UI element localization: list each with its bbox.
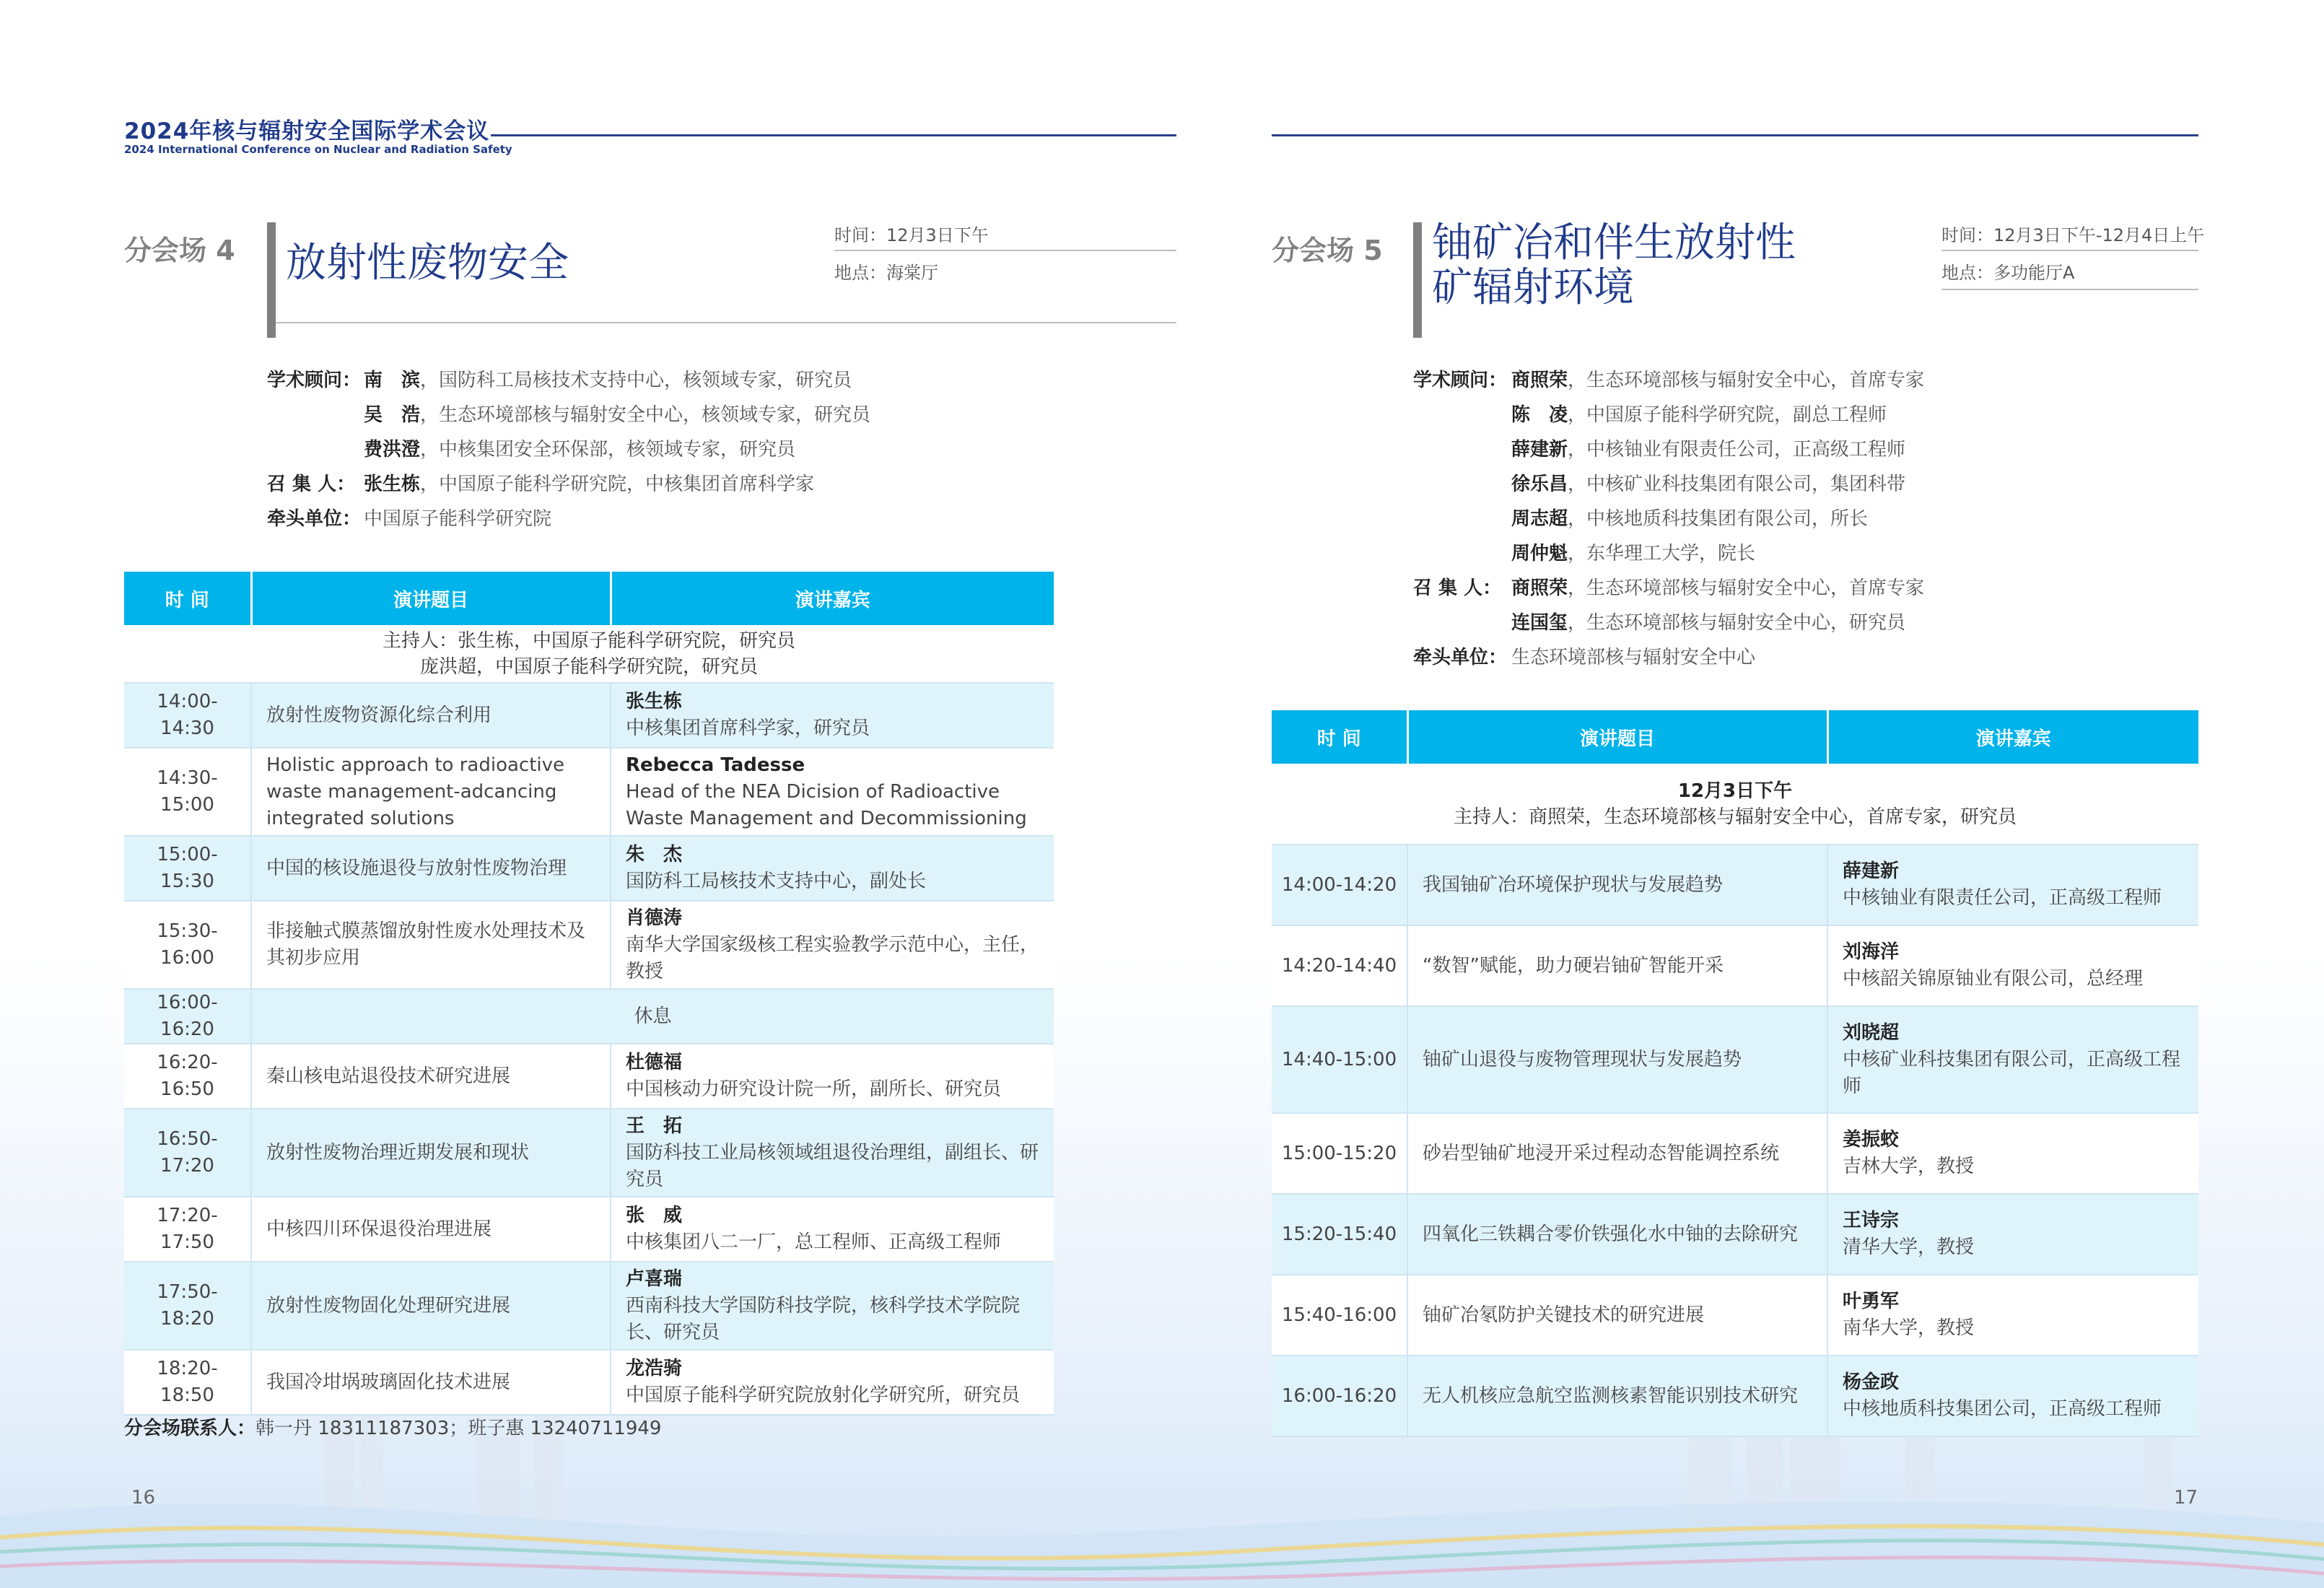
speaker-name: 肖德涛 — [626, 907, 683, 929]
meta-divider — [1941, 250, 2198, 251]
speaker-affiliation: 国防科技工业局核领域组退役治理组，副组长、研究员 — [626, 1141, 1039, 1190]
col-speaker-header: 演讲嘉宾 — [611, 572, 1054, 625]
table-row — [124, 1197, 1054, 1262]
host-line: 主持人：张生栋，中国原子能科学研究院，研究员 — [382, 629, 795, 652]
col-time-header: 时 间 — [124, 572, 251, 625]
session-bar — [1413, 222, 1422, 338]
convener-row — [1413, 571, 2135, 606]
table-row — [124, 836, 1054, 901]
advisor-name: 周志超 — [1511, 508, 1568, 530]
col-topic-header: 演讲题目 — [1407, 710, 1827, 764]
speaker-affiliation: 南华大学国家级核工程实验教学示范中心，主任，教授 — [626, 933, 1039, 982]
convener-detail: ，生态环境部核与辐射安全中心，首席专家 — [1568, 577, 1925, 599]
advisor-name: 徐乐昌 — [1511, 474, 1568, 495]
advisor-name: 薛建新 — [1511, 439, 1568, 461]
row-topic: 中核四川环保退役治理进展 — [251, 1197, 611, 1262]
meta-divider — [834, 250, 1176, 251]
meta-divider — [1941, 289, 2198, 290]
table-row — [124, 748, 1054, 836]
row-topic: 非接触式膜蒸馏放射性废水处理技术及其初步应用 — [251, 901, 611, 989]
convener-name: 连国玺 — [1511, 612, 1568, 634]
speaker-name: 王诗宗 — [1843, 1210, 1900, 1231]
advisor-row — [1413, 432, 2135, 467]
speaker-affiliation: 中国核动力研究设计院一所，副所长、研究员 — [626, 1078, 1002, 1100]
speaker-name: 杨金政 — [1843, 1371, 1900, 1393]
advisor-name: 南 滨 — [364, 370, 421, 391]
speaker-affiliation: 中核韶关锦原铀业有限公司，总经理 — [1843, 968, 2144, 990]
speaker-name: 王 拓 — [626, 1114, 683, 1137]
lead-key: 牵头单位： — [267, 508, 362, 530]
row-time: 17:50-18:20 — [124, 1262, 251, 1350]
row-topic: 铀矿山退役与废物管理现状与发展趋势 — [1407, 1006, 1827, 1113]
speaker-name: 张生栋 — [626, 691, 683, 712]
schedule-table — [124, 572, 1054, 1415]
speaker-name: 叶勇军 — [1843, 1291, 1900, 1312]
convener-row — [1413, 606, 2135, 640]
break-label: 休息 — [251, 989, 1054, 1044]
row-time: 14:20-14:40 — [1272, 925, 1407, 1006]
contact-info: 韩一丹 18311187303；班子惠 13240711949 — [255, 1418, 662, 1439]
speaker-name: 朱 杰 — [626, 844, 683, 865]
session-title: 放射性废物安全 — [286, 240, 569, 287]
advisor-detail: ，中核集团安全环保部，核领域专家，研究员 — [420, 439, 796, 461]
speaker-name: 薛建新 — [1843, 860, 1900, 882]
row-topic: 中国的核设施退役与放射性废物治理 — [251, 836, 611, 901]
row-time: 17:20-17:50 — [124, 1197, 251, 1262]
conference-title: 2024年核与辐射安全国际学术会议 — [124, 118, 490, 144]
row-time: 14:00-14:20 — [1272, 845, 1407, 925]
row-topic: “数智”赋能，助力硬岩铀矿智能开采 — [1407, 925, 1827, 1006]
advisor-detail: ，国防科工局核技术支持中心，核领域专家，研究员 — [420, 370, 852, 391]
row-topic: 我国铀矿冶环境保护现状与发展趋势 — [1407, 845, 1827, 925]
row-time: 14:30-15:00 — [124, 748, 251, 836]
advisor-detail: ，中核矿业科技集团有限公司，集团科带 — [1568, 474, 1906, 495]
convener-key: 召 集 人： — [1413, 577, 1502, 599]
host-line: 庞洪超，中国原子能科学研究院，研究员 — [419, 655, 758, 678]
speaker-affiliation: 国防科工局核技术支持中心，副处长 — [626, 871, 927, 892]
lead-unit: 中国原子能科学研究院 — [364, 508, 552, 530]
row-time: 15:40-16:00 — [1272, 1275, 1407, 1356]
session-label: 分会场 4 — [124, 235, 235, 266]
lead-unit: 生态环境部核与辐射安全中心 — [1511, 647, 1756, 668]
speaker-affiliation: 南华大学，教授 — [1843, 1317, 1975, 1339]
row-time: 15:00-15:30 — [124, 836, 251, 901]
host-row — [124, 625, 1054, 683]
col-speaker-header: 演讲嘉宾 — [1827, 710, 2198, 764]
right-page — [1272, 0, 2205, 1588]
speaker-name: 龙浩骑 — [626, 1358, 683, 1379]
table-row — [124, 901, 1054, 989]
row-topic: 放射性废物固化处理研究进展 — [251, 1262, 611, 1350]
break-time: 16:00-16:20 — [124, 989, 251, 1044]
table-row — [124, 1109, 1054, 1197]
convener-key: 召 集 人： — [267, 474, 356, 495]
advisor-name: 周仲魁 — [1511, 543, 1568, 564]
convener-name: 商照荣 — [1511, 577, 1568, 599]
row-time: 16:50-17:20 — [124, 1109, 251, 1197]
row-time: 15:00-15:20 — [1272, 1113, 1407, 1194]
table-row — [124, 1350, 1054, 1415]
advisors-key: 学术顾问： — [267, 370, 362, 391]
speaker-affiliation: 西南科技大学国防科技学院，核科学技术学院院长、研究员 — [626, 1294, 1021, 1343]
advisor-row — [267, 432, 1061, 467]
row-topic: 无人机核应急航空监测核素智能识别技术研究 — [1407, 1356, 1827, 1436]
speaker-affiliation: 中核矿业科技集团有限公司，正高级工程师 — [1843, 1048, 2181, 1097]
session-time: 时间：12月3日下午 — [834, 225, 989, 245]
table-row — [1272, 1194, 2198, 1275]
row-time: 18:20-18:50 — [124, 1350, 251, 1415]
advisor-name: 陈 凌 — [1511, 404, 1568, 426]
row-topic: 放射性废物资源化综合利用 — [251, 683, 611, 748]
advisor-row — [1413, 363, 2135, 398]
advisor-detail: ，中核地质科技集团有限公司，所长 — [1568, 508, 1869, 530]
page-number: 17 — [2174, 1487, 2198, 1509]
advisor-name: 商照荣 — [1511, 370, 1568, 391]
speaker-affiliation: 中核集团首席科学家，研究员 — [626, 717, 870, 739]
row-topic: 放射性废物治理近期发展和现状 — [251, 1109, 611, 1197]
speaker-affiliation: 清华大学，教授 — [1843, 1236, 1975, 1258]
table-row — [1272, 925, 2198, 1006]
advisor-detail: ，生态环境部核与辐射安全中心，首席专家 — [1568, 370, 1925, 391]
advisor-detail: ，中核铀业有限责任公司，正高级工程师 — [1568, 439, 1906, 461]
advisor-detail: ，中国原子能科学研究院，副总工程师 — [1568, 404, 1887, 426]
advisor-detail: ，东华理工大学，院长 — [1568, 543, 1756, 564]
table-row — [1272, 1275, 2198, 1356]
session-info — [267, 363, 1061, 536]
table-row — [1272, 845, 2198, 925]
speaker-affiliation: Head of the NEA Dicision of Radioactive Waste Management and Decommissioning — [626, 780, 1027, 829]
row-topic: 砂岩型铀矿地浸开采过程动态智能调控系统 — [1407, 1113, 1827, 1194]
row-time: 16:00-16:20 — [1272, 1356, 1407, 1436]
session-label: 分会场 5 — [1272, 235, 1383, 266]
session-title-line-1: 铀矿冶和伴生放射性 — [1432, 219, 1796, 266]
session-bar — [267, 222, 276, 338]
speaker-name: 卢喜瑞 — [626, 1268, 683, 1290]
host-row — [1272, 764, 2198, 845]
convener-row — [267, 467, 1061, 502]
row-time: 15:20-15:40 — [1272, 1194, 1407, 1275]
advisor-row — [1413, 467, 2135, 502]
speaker-affiliation: 中核铀业有限责任公司，正高级工程师 — [1843, 887, 2162, 909]
speaker-name: 姜振蛟 — [1843, 1129, 1900, 1151]
page-number: 16 — [131, 1487, 156, 1509]
conference-subtitle: 2024 International Conference on Nuclear and Radiation Safety — [124, 143, 512, 156]
table-row — [124, 1044, 1054, 1109]
row-time: 14:40-15:00 — [1272, 1006, 1407, 1113]
speaker-affiliation: 吉林大学，教授 — [1843, 1156, 1975, 1177]
speaker-name: 杜德福 — [626, 1052, 683, 1073]
session-time: 时间：12月3日下午-12月4日上午 — [1941, 225, 2205, 245]
speaker-name: 张 威 — [626, 1205, 683, 1226]
lead-row — [1413, 640, 2135, 675]
col-topic-header: 演讲题目 — [251, 572, 611, 625]
advisor-row — [1413, 502, 2135, 536]
row-topic: 我国冷坩埚玻璃固化技术进展 — [251, 1350, 611, 1415]
speaker-name: Rebecca Tadesse — [626, 754, 805, 776]
col-time-header: 时 间 — [1272, 710, 1407, 764]
advisor-detail: ，生态环境部核与辐射安全中心，核领域专家，研究员 — [420, 404, 871, 426]
session-contact — [124, 1413, 661, 1440]
row-topic: 铀矿冶氡防护关键技术的研究进展 — [1407, 1275, 1827, 1356]
table-header-row — [124, 572, 1054, 625]
speaker-name: 刘海洋 — [1843, 941, 1900, 963]
advisor-row — [1413, 398, 2135, 432]
day-label: 12月3日下午 — [1677, 780, 1793, 802]
advisor-row — [267, 398, 1061, 432]
table-row — [124, 683, 1054, 748]
table-row — [124, 1262, 1054, 1350]
row-time: 15:30-16:00 — [124, 901, 251, 989]
session-place: 地点：多功能厅A — [1941, 263, 2075, 283]
session-info — [1413, 363, 2135, 675]
lead-key: 牵头单位： — [1413, 647, 1508, 668]
advisor-name: 费洪澄 — [364, 439, 421, 461]
host-line: 主持人：商照荣，生态环境部核与辐射安全中心，首席专家，研究员 — [1453, 806, 2017, 828]
break-row — [124, 989, 1054, 1044]
row-topic: 秦山核电站退役技术研究进展 — [251, 1044, 611, 1109]
session-place: 地点：海棠厅 — [834, 263, 938, 283]
table-row — [1272, 1006, 2198, 1113]
convener-detail: ，中国原子能科学研究院，中核集团首席科学家 — [420, 474, 815, 495]
speaker-affiliation: 中核地质科技集团公司，正高级工程师 — [1843, 1398, 2162, 1420]
table-row — [1272, 1356, 2198, 1436]
advisor-row — [267, 363, 1061, 398]
advisors-key: 学术顾问： — [1413, 370, 1508, 391]
row-topic: 四氧化三铁耦合零价铁强化水中铀的去除研究 — [1407, 1194, 1827, 1275]
header-divider — [1272, 134, 2198, 136]
speaker-affiliation: 中核集团八二一厂，总工程师、正高级工程师 — [626, 1231, 1002, 1253]
advisor-row — [1413, 536, 2135, 571]
speaker-affiliation: 中国原子能科学研究院放射化学研究所，研究员 — [626, 1384, 1021, 1406]
schedule-table — [1272, 710, 2198, 1437]
convener-name: 张生栋 — [364, 474, 421, 495]
speaker-name: 刘晓超 — [1843, 1021, 1900, 1044]
table-row — [1272, 1113, 2198, 1194]
contact-key: 分会场联系人： — [124, 1418, 256, 1439]
row-time: 16:20-16:50 — [124, 1044, 251, 1109]
row-topic: Holistic approach to radioactive waste management-adcancing integrated solutions — [251, 748, 611, 836]
convener-detail: ，生态环境部核与辐射安全中心，研究员 — [1568, 612, 1906, 634]
left-page — [124, 0, 1054, 1588]
session-title-line-2: 矿辐射环境 — [1432, 264, 1634, 311]
row-time: 14:00-14:30 — [124, 683, 251, 748]
advisor-name: 吴 浩 — [364, 404, 421, 426]
table-header-row — [1272, 710, 2198, 764]
lead-row — [267, 502, 1061, 536]
session-divider — [276, 322, 1176, 323]
header-divider — [491, 134, 1176, 136]
